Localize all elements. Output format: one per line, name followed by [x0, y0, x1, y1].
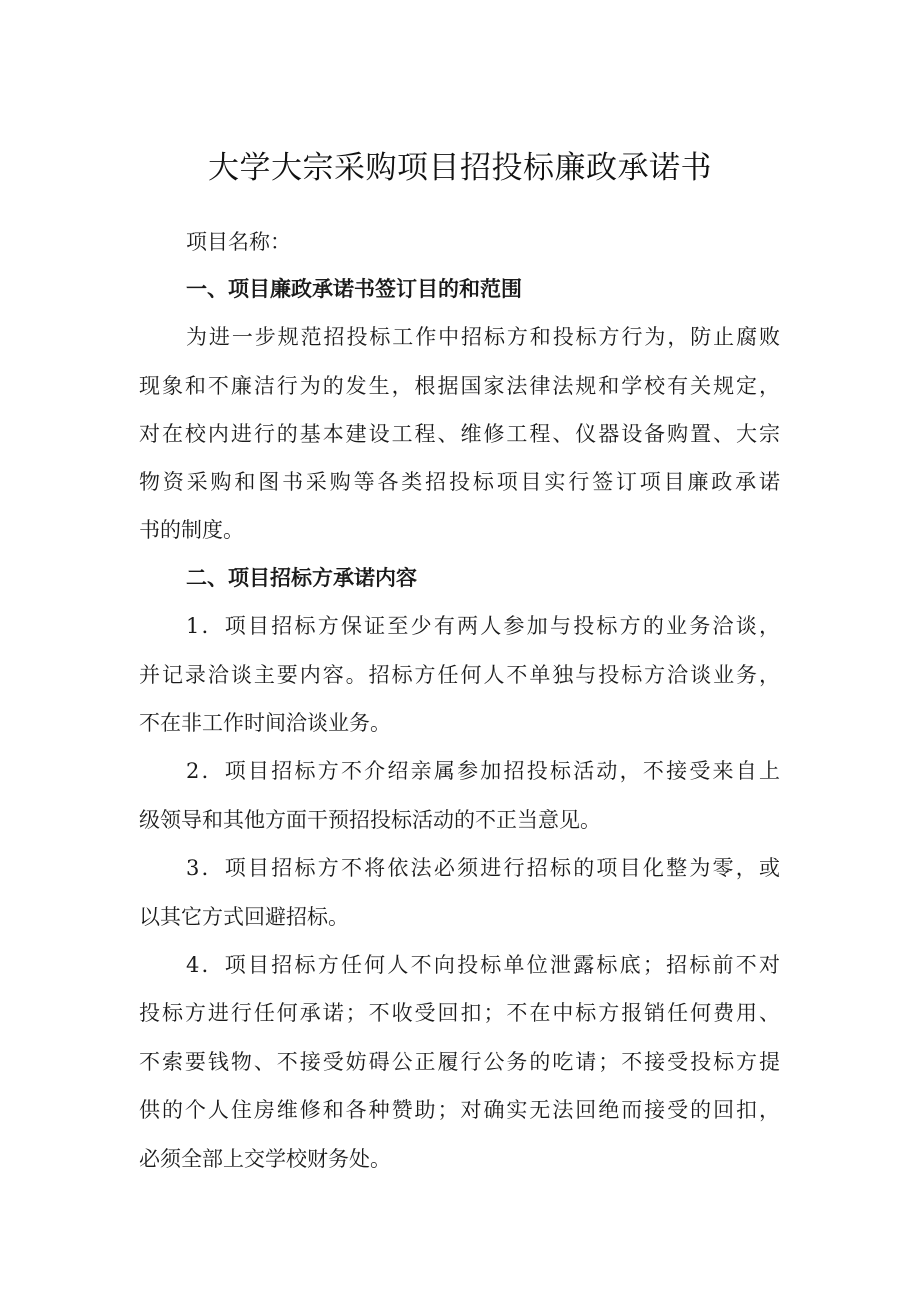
section-1-line: 物资采购和图书采购等各类招投标项目实行签订项目廉政承诺 — [139, 470, 780, 494]
item-1-line: 1．项目招标方保证至少有两人参加与投标方的业务洽谈， — [186, 614, 780, 638]
item-1-line: 不在非工作时间洽谈业务。 — [139, 711, 391, 735]
project-name-label: 项目名称： — [186, 230, 291, 254]
section-1-line: 为进一步规范招投标工作中招标方和投标方行为，防止腐败 — [186, 325, 780, 349]
item-2-line: 级领导和其他方面干预招投标活动的不正当意见。 — [139, 808, 601, 832]
document-title: 大学大宗采购项目招投标廉政承诺书 — [208, 150, 712, 186]
item-3-line: 3．项目招标方不将依法必须进行招标的项目化整为零，或 — [186, 856, 780, 880]
item-4-line: 4．项目招标方任何人不向投标单位泄露标底；招标前不对 — [186, 953, 780, 977]
section-1-line: 现象和不廉洁行为的发生，根据国家法律法规和学校有关规定， — [139, 374, 780, 398]
item-1-line: 并记录洽谈主要内容。招标方任何人不单独与投标方洽谈业务， — [139, 663, 780, 687]
item-4-line: 不索要钱物、不接受妨碍公正履行公务的吃请；不接受投标方提 — [139, 1050, 780, 1074]
item-4-line: 供的个人住房维修和各种赞助；对确实无法回绝而接受的回扣， — [139, 1098, 780, 1122]
section-1-line: 对在校内进行的基本建设工程、维修工程、仪器设备购置、大宗 — [139, 422, 780, 446]
section-2-heading: 二、项目招标方承诺内容 — [186, 566, 417, 590]
item-2-line: 2．项目招标方不介绍亲属参加招投标活动，不接受来自上 — [186, 759, 780, 783]
section-1-line: 书的制度。 — [139, 518, 244, 542]
section-1-heading: 一、项目廉政承诺书签订目的和范围 — [186, 277, 522, 301]
item-4-line: 必须全部上交学校财务处。 — [139, 1147, 391, 1171]
item-4-line: 投标方进行任何承诺；不收受回扣；不在中标方报销任何费用、 — [139, 1001, 780, 1025]
item-3-line: 以其它方式回避招标。 — [139, 905, 349, 929]
